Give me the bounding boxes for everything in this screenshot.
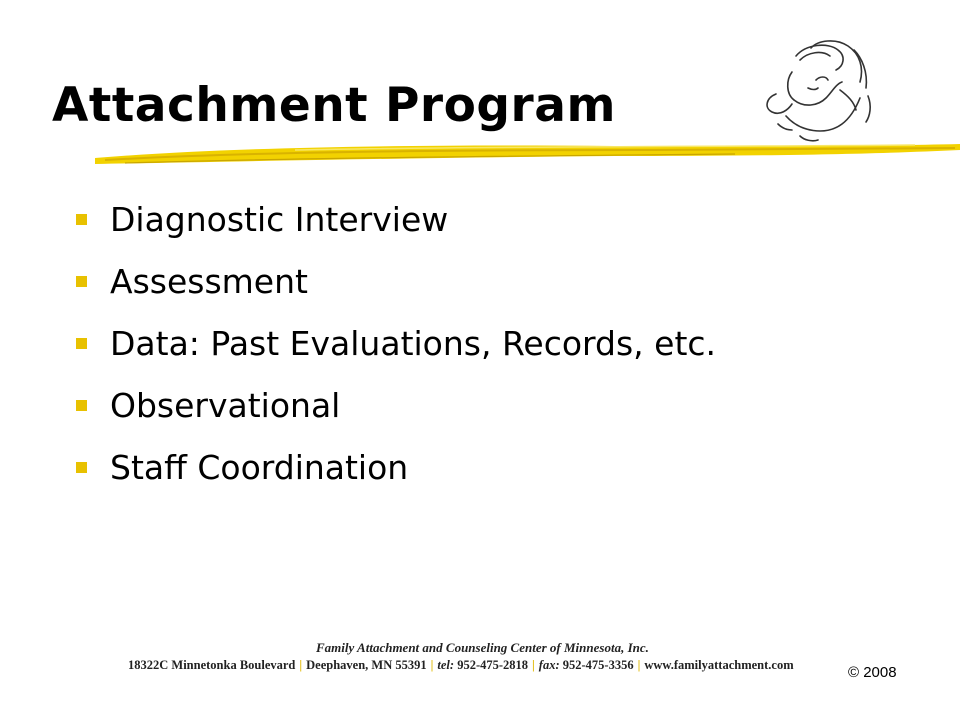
- mother-child-logo-icon: [756, 36, 881, 151]
- square-bullet-icon: [76, 214, 87, 225]
- square-bullet-icon: [76, 400, 87, 411]
- footer-separator: |: [430, 658, 434, 672]
- footer-organization: Family Attachment and Counseling Center of Minnesota, Inc.: [316, 640, 649, 655]
- footer-fax-label: fax:: [538, 658, 560, 672]
- list-item: [76, 188, 716, 250]
- bullet-text: Assessment: [110, 261, 308, 301]
- footer-website-link[interactable]: www.familyattachment.com: [644, 658, 794, 672]
- footer-city: Deephaven, MN 55391: [306, 658, 427, 672]
- footer-separator: |: [299, 658, 303, 672]
- footer-fax: 952-475-3356: [562, 658, 634, 672]
- bullet-text: Observational: [110, 385, 341, 425]
- footer-tel-label: tel:: [437, 658, 455, 672]
- copyright-notice: © 2008: [848, 664, 897, 681]
- list-item: [76, 312, 716, 374]
- title-underline-brushstroke: [95, 138, 960, 172]
- bullet-text: Staff Coordination: [110, 447, 409, 487]
- bullet-text: Diagnostic Interview: [110, 199, 449, 239]
- bullet-list: [76, 188, 716, 498]
- square-bullet-icon: [76, 276, 87, 287]
- list-item: [76, 436, 716, 498]
- footer-contact-line: [128, 658, 794, 673]
- footer-address: 18322C Minnetonka Boulevard: [128, 658, 296, 672]
- footer-separator: |: [637, 658, 641, 672]
- square-bullet-icon: [76, 338, 87, 349]
- footer-separator: |: [532, 658, 535, 672]
- list-item: [76, 250, 716, 312]
- footer-tel: 952-475-2818: [457, 658, 529, 672]
- square-bullet-icon: [76, 462, 87, 473]
- list-item: [76, 374, 716, 436]
- slide-title: Attachment Program: [52, 78, 616, 133]
- bullet-text: Data: Past Evaluations, Records, etc.: [110, 323, 717, 363]
